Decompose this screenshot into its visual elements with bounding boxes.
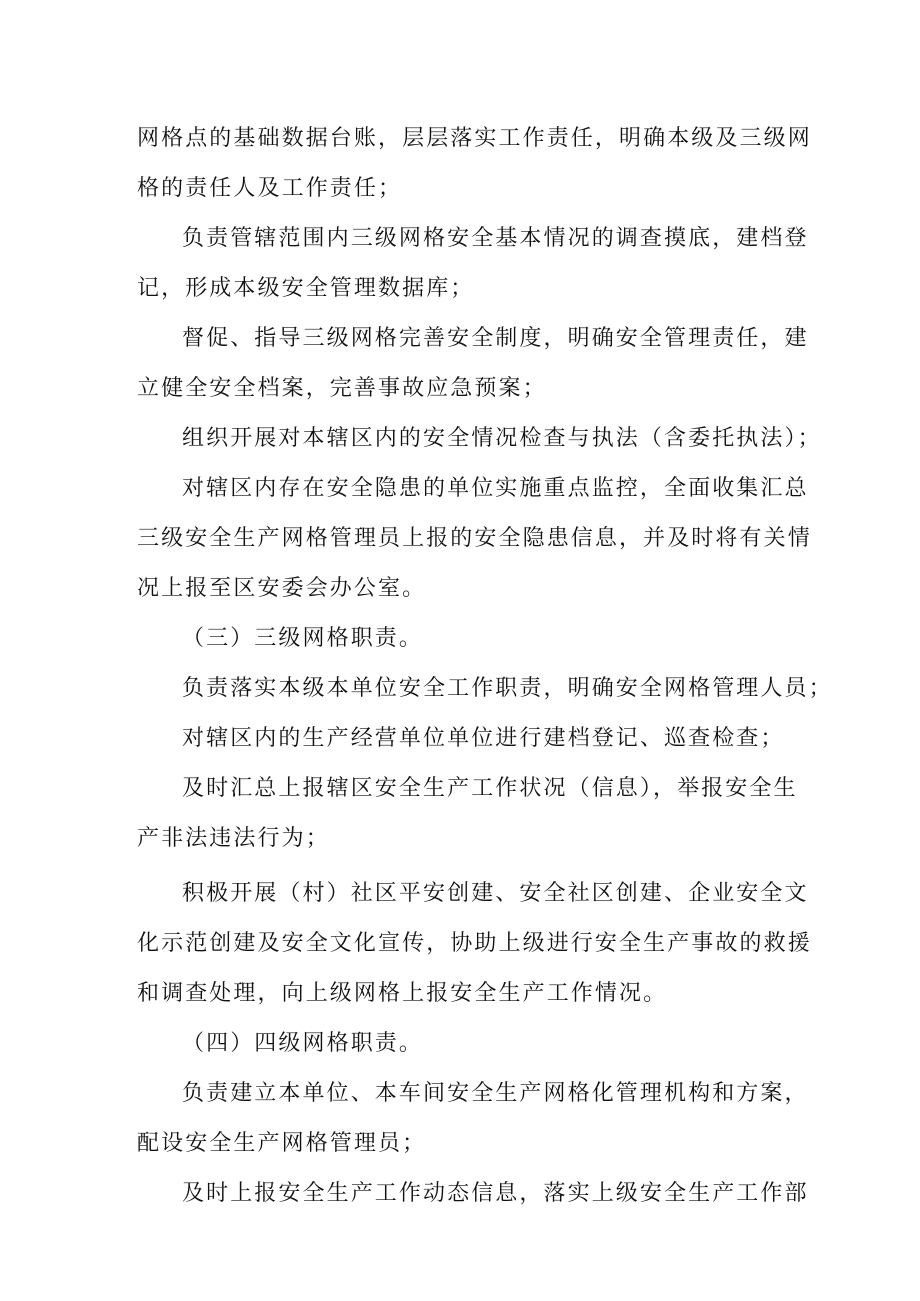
text-line: 督促、指导三级网格完善安全制度，明确安全管理责任，建 [182, 326, 809, 351]
text-line: 三级安全生产网格管理员上报的安全隐患信息，并及时将有关情 [137, 526, 812, 551]
text-line: 及时上报安全生产工作动态信息，落实上级安全生产工作部 [182, 1181, 809, 1206]
text-line: 及时汇总上报辖区安全生产工作状况（信息），举报安全生 [182, 776, 798, 801]
text-line: 负责管辖范围内三级网格安全基本情况的调查摸底，建档登 [182, 226, 809, 251]
text-line: 对辖区内的生产经营单位单位进行建档登记、巡查检查； [182, 726, 785, 751]
text-line: 记，形成本级安全管理数据库； [137, 276, 475, 301]
text-line: 和调查处理，向上级网格上报安全生产工作情况。 [137, 981, 668, 1006]
text-line: 化示范创建及安全文化宣传，协助上级进行安全生产事故的救援 [137, 931, 812, 956]
text-line: 负责落实本级本单位安全工作职责，明确安全网格管理人员； [182, 676, 833, 701]
text-line: 积极开展（村）社区平安创建、安全社区创建、企业安全文 [182, 881, 809, 906]
text-line: 格的责任人及工作责任； [137, 176, 403, 201]
text-line: 对辖区内存在安全隐患的单位实施重点监控，全面收集汇总 [182, 476, 809, 501]
text-line: 配设安全生产网格管理员； [137, 1131, 427, 1156]
text-line: 网格点的基础数据台账，层层落实工作责任，明确本级及三级网 [137, 126, 812, 151]
text-line: 产非法违法行为； [137, 826, 330, 851]
text-line: 立健全安全档案，完善事故应急预案； [137, 376, 547, 401]
text-line: 负责建立本单位、本车间安全生产网格化管理机构和方案， [182, 1081, 809, 1106]
text-line: 组织开展对本辖区内的安全情况检查与执法（含委托执法）； [182, 426, 822, 451]
text-line: 况上报至区安委会办公室。 [137, 576, 427, 601]
section-heading: （三）三级网格职责。 [182, 626, 424, 651]
section-heading: （四）四级网格职责。 [182, 1031, 424, 1056]
